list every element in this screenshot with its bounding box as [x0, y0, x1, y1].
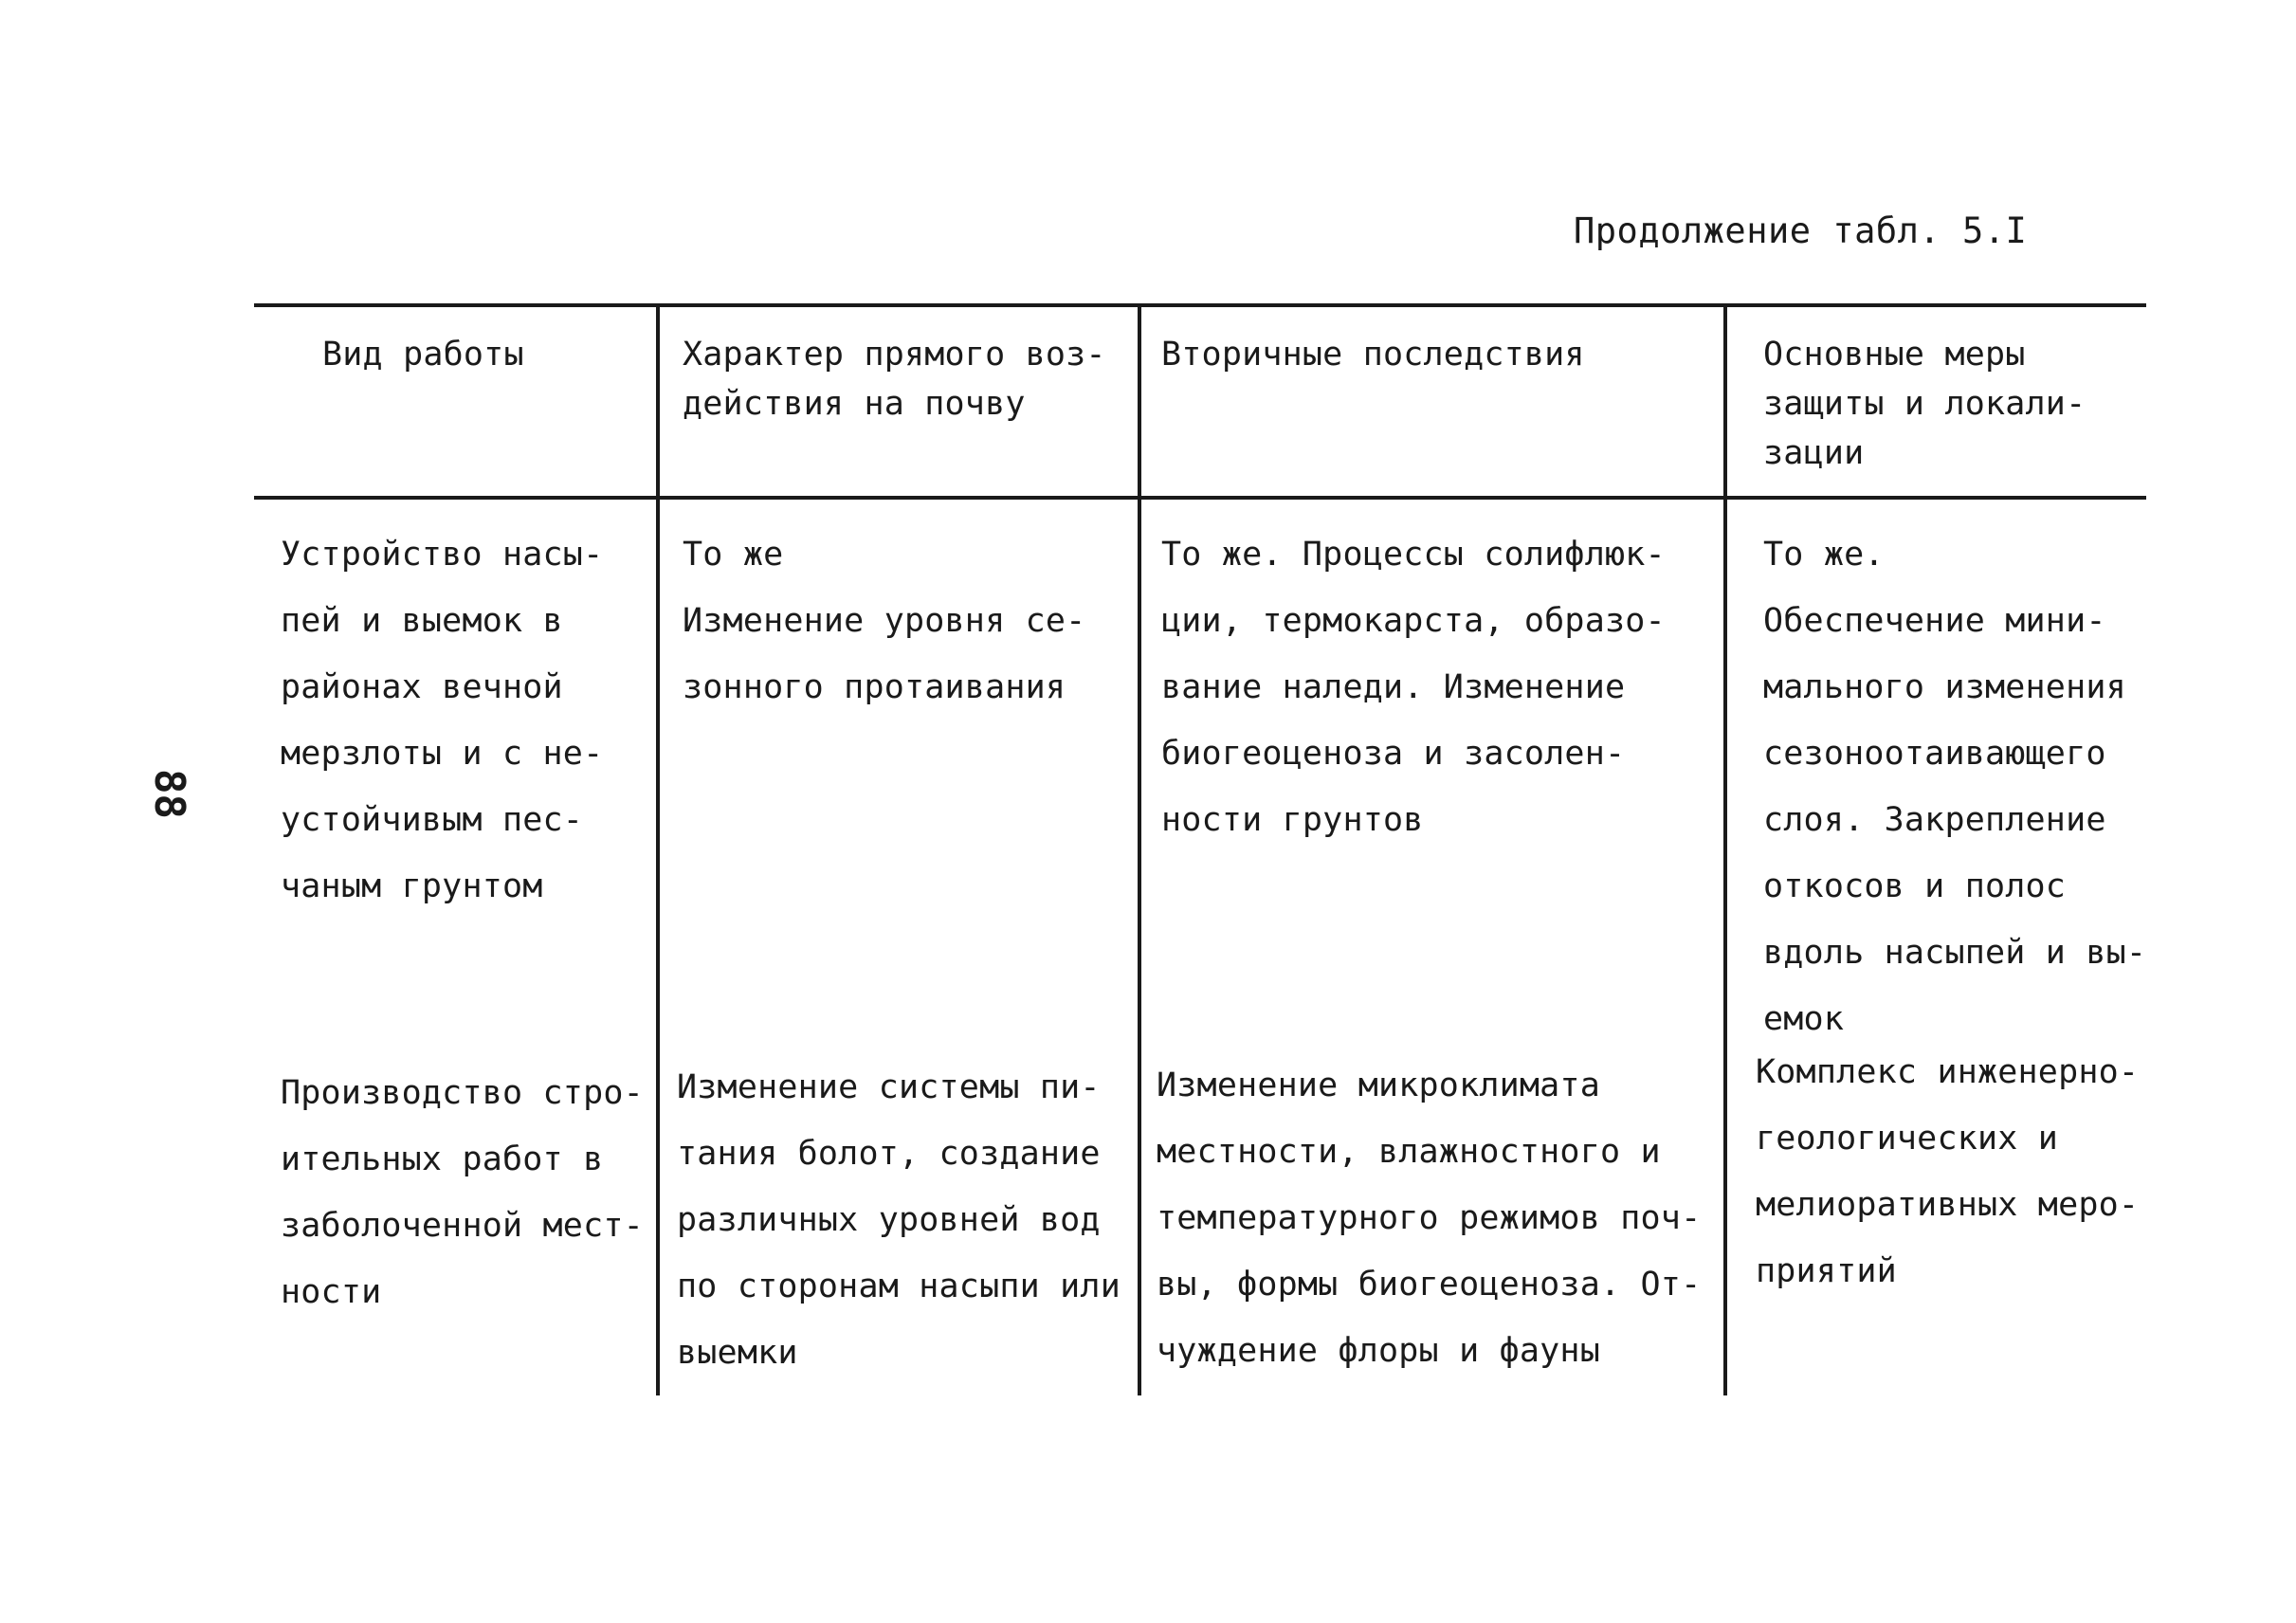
header-work-type: Вид работы [322, 336, 524, 374]
table-header-rule [254, 496, 2146, 500]
row1-protection-measures: То же. Обеспечение мини- мального изменения сезоноотаивающего слоя. Закрепление откосов и полос вдоль насыпей и вы- емок [1763, 536, 2147, 1038]
row1-direct-impact: То же Изменение уровня се- зонного протаивания [683, 536, 1086, 706]
table-top-rule [254, 303, 2146, 307]
row2-direct-impact: Изменение системы пи- тания болот, создание различных уровней вод по сторонам насыпи или выемки [677, 1068, 1121, 1372]
row2-protection-measures: Комплекс инженерно- геологических и мелиоративных меро- приятий [1756, 1053, 2140, 1290]
column-divider-1 [656, 303, 660, 1395]
row2-secondary-effects: Изменение микроклимата местности, влажностного и температурного режимов поч- вы, формы биогеоценоза. От- чуждение флоры и фауны [1157, 1067, 1702, 1370]
row1-secondary-effects: То же. Процессы солифлюк- ции, термокарста, образо- вание наледи. Изменение биогеоценоза и засолен- ности грунтов [1161, 536, 1666, 839]
header-direct-impact: Характер прямого воз- действия на почву [683, 336, 1106, 423]
header-secondary-effects: Вторичные последствия [1161, 336, 1585, 374]
header-protection-measures: Основные меры защиты и локали- зации [1763, 336, 2086, 472]
column-divider-2 [1138, 303, 1141, 1395]
column-divider-3 [1723, 303, 1727, 1395]
page-number: 88 [144, 769, 193, 819]
row2-work-type: Производство стро- ительных работ в заболоченной мест- ности [281, 1074, 644, 1311]
page-note: Продолжение табл. 5.I [1574, 210, 2028, 251]
row1-work-type: Устройство насы- пей и выемок в районах вечной мерзлоты и с не- устойчивым пес- чаным грунтом [281, 536, 604, 905]
